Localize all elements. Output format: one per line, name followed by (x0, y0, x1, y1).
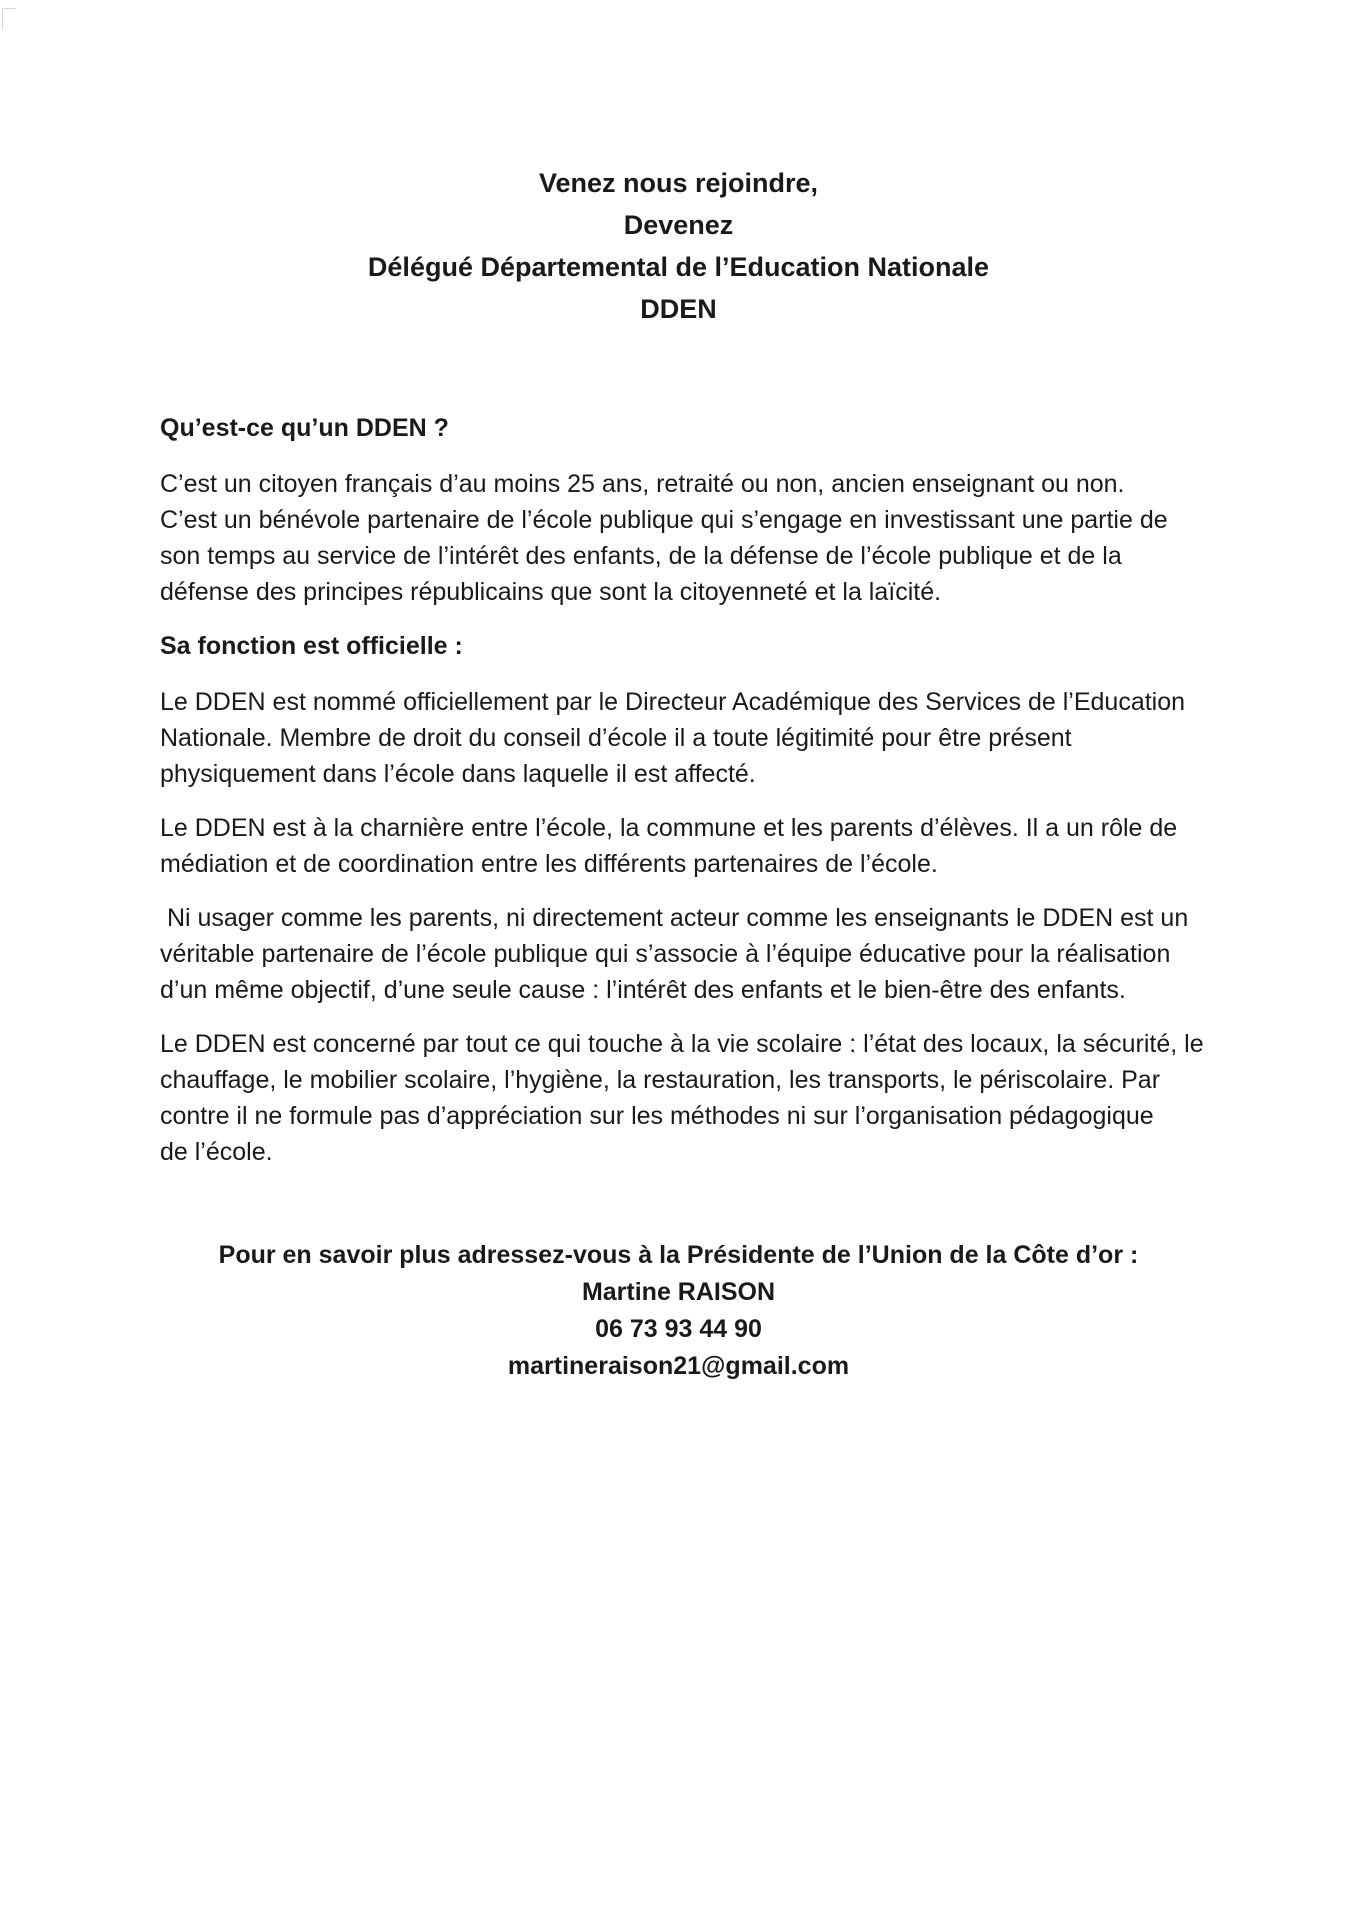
title-line: Délégué Départemental de l’Education Nationale (367, 252, 990, 282)
paragraph-appointment (160, 684, 1200, 792)
text-line: C’est un citoyen français d’au moins 25 ans, retraité ou non, ancien enseignant ou non. (160, 470, 1125, 498)
text-line: C’est un bénévole partenaire de l’école publique qui s’engage en investissant une partie de (160, 506, 1168, 534)
document-title (0, 162, 1357, 330)
text-line: médiation et de coordination entre les différents partenaires de l’école. (160, 850, 938, 878)
text-line: chauffage, le mobilier scolaire, l’hygiène, la restauration, les transports, le périscolaire. Par (160, 1066, 1161, 1094)
contact-intro: Pour en savoir plus adressez-vous à la Présidente de l’Union de la Côte d’or : (218, 1241, 1139, 1269)
text-line: son temps au service de l’intérêt des enfants, de la défense de l’école publique et de la (160, 542, 1122, 570)
text-line: Le DDEN est concerné par tout ce qui touche à la vie scolaire : l’état des locaux, la sécurité, le (160, 1030, 1204, 1058)
contact-email: martineraison21@gmail.com (507, 1352, 850, 1380)
section-heading-what-is-dden: Qu’est-ce qu’un DDEN ? (160, 414, 449, 442)
text-line: défense des principes républicains que sont la citoyenneté et la laïcité. (160, 578, 942, 606)
text-line: d’un même objectif, d’une seule cause : l’intérêt des enfants et le bien-être des enfants. (160, 976, 1126, 1004)
paragraph-partner (160, 900, 1200, 1008)
text-line: Le DDEN est nommé officiellement par le Directeur Académique des Services de l’Education (160, 688, 1186, 716)
text-line: Nationale. Membre de droit du conseil d’école il a toute légitimité pour être présent (160, 724, 1072, 752)
text-line: Le DDEN est à la charnière entre l’école, la commune et les parents d’élèves. Il a un rôle de (160, 814, 1178, 842)
title-line: Venez nous rejoindre, (538, 168, 819, 198)
scan-artifact (2, 8, 16, 9)
contact-phone: 06 73 93 44 90 (595, 1315, 762, 1343)
section-heading-official-function: Sa fonction est officielle : (160, 632, 463, 660)
text-line: contre il ne formule pas d’appréciation sur les méthodes ni sur l’organisation pédagogique (160, 1102, 1154, 1130)
text-line: véritable partenaire de l’école publique qui s’associe à l’équipe éducative pour la réalisation (160, 940, 1171, 968)
paragraph-definition (160, 466, 1200, 610)
scan-artifact (2, 8, 3, 30)
text-line: de l’école. (160, 1138, 273, 1166)
paragraph-mediation (160, 810, 1200, 882)
text-line: Ni usager comme les parents, ni directement acteur comme les enseignants le DDEN est un (160, 904, 1189, 932)
paragraph-scope (160, 1026, 1204, 1170)
title-line: DDEN (640, 294, 717, 324)
document-body (160, 410, 1204, 1170)
title-line: Devenez (623, 210, 734, 240)
contact-name: Martine RAISON (581, 1278, 776, 1306)
contact-block (0, 1237, 1357, 1385)
text-line: physiquement dans l’école dans laquelle il est affecté. (160, 760, 756, 788)
